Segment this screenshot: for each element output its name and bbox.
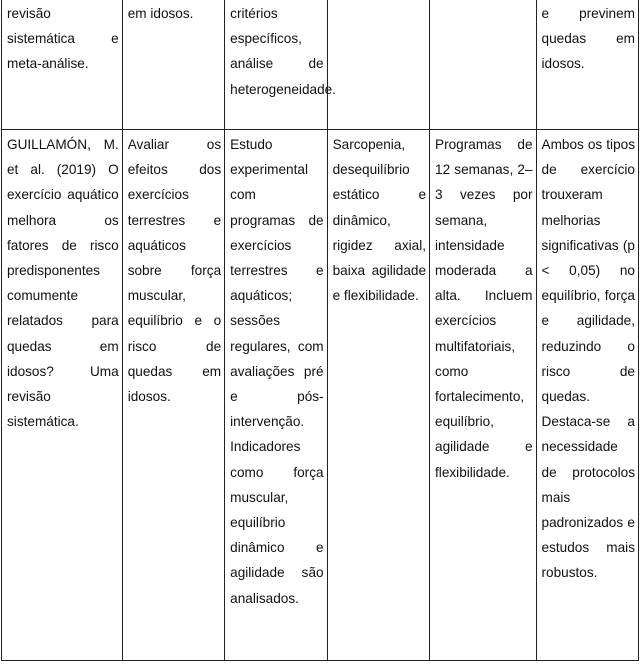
- table-cell: [536, 0, 638, 130]
- cell-text: em idosos.: [127, 6, 194, 21]
- table-cell: [536, 130, 638, 661]
- cell-text: Avaliar os efeitos dos exercícios terrestres e aquáticos sobre força muscular, equilíbrio e o risco de quedas em idosos.: [127, 137, 222, 405]
- table-cell: [2, 0, 123, 130]
- cell-text: Sarcopenia, desequilíbrio estático e dinâmico, rigidez axial, baixa agilidade e flexibilidade.: [332, 137, 427, 304]
- cell-text: e previnem quedas em idosos.: [541, 6, 635, 72]
- table-cell: [430, 130, 537, 661]
- cell-text: Ambos os tipos de exercício trouxeram melhorias significativas (p < 0,05) no equilíbrio, força e agilidade, reduzindo o risco de quedas. Destaca-se a necessidade de protocolos mais padronizados e estudos mais robustos.: [541, 137, 635, 581]
- table-cell: [225, 0, 336, 130]
- table-cell: [430, 0, 537, 130]
- cell-text: critérios específicos, análise de heterogeneidade.: [230, 6, 336, 97]
- table-cell: [122, 130, 224, 661]
- cell-text: Programas de 12 semanas, 2–3 vezes por semana, intensidade moderada a alta. Incluem exercícios multifatoriais, como fortalecimento, equilíbrio, agilidade e flexibilidade.: [435, 137, 533, 480]
- table-cell: [327, 0, 429, 130]
- table-cell: [2, 130, 123, 661]
- literature-review-table: [1, 0, 639, 661]
- table-cell: [122, 0, 224, 130]
- table-cell: [225, 130, 327, 661]
- cell-text: revisão sistemática e meta-análise.: [7, 6, 119, 72]
- table-cell: [327, 130, 429, 661]
- table-row: [2, 130, 639, 661]
- table-row: [2, 0, 639, 130]
- cell-text: Estudo experimental com programas de exercícios terrestres e aquáticos; sessões regulares, com avaliações pré e pós-intervenção. Indicadores como força muscular, equilíbrio dinâmico e agilidade são analisados.: [230, 137, 324, 606]
- cell-text: GUILLAMÓN, M. et al. (2019) O exercício aquático melhora os fatores de risco predisponentes comumente relatados para quedas em idosos? Uma revisão sistemática.: [7, 137, 119, 430]
